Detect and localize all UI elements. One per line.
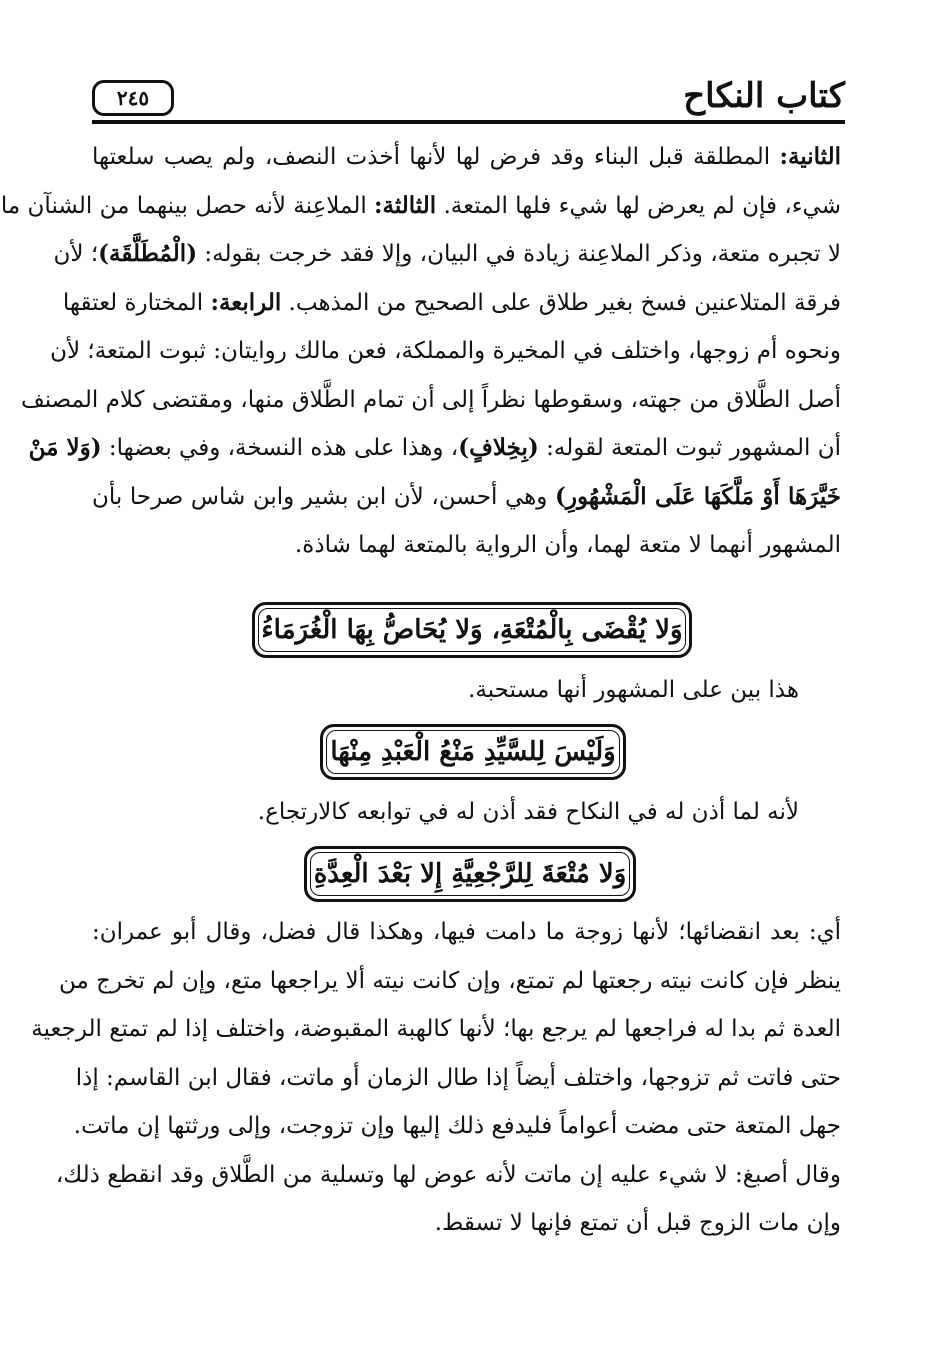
- text-line: [92, 133, 841, 182]
- quoted-matn: (بِخِلافٍ): [458, 434, 539, 461]
- header-rule: [92, 120, 845, 124]
- line-text: ونحوه أم زوجها، واختلف في المخيرة والمملكة، فعن مالك روايتان: ثبوت المتعة؛ لأن: [50, 338, 841, 364]
- text-line: [92, 521, 841, 570]
- quoted-matn: خَيَّرَهَا أَوْ مَلَّكَهَا عَلَى الْمَشْهُورِ): [555, 482, 841, 510]
- text-line: [62, 279, 841, 328]
- text-line: العدة ثم بدا له فراجعها لم يرجع بها؛ لأنها كالهبة المقبوضة، واختلف إذا لم تمتع الرجعية: [31, 1016, 841, 1042]
- line-text: لا تجبره متعة، وذكر الملاعِنة زيادة في البيان، وإلا فقد خرجت بقوله:: [197, 241, 841, 267]
- text-line: [92, 473, 841, 522]
- text-line: [28, 424, 841, 473]
- term-label: الثانية:: [779, 143, 841, 170]
- text-line: ينظر فإن كانت نيته رجعتها لم تمتع، وإن كانت نيته ألا يراجعها متع، وإن لم تخرج من: [58, 967, 841, 994]
- text-line: [0, 182, 841, 231]
- text-line: [53, 230, 841, 279]
- line-text: وهي أحسن، لأن ابن بشير وابن شاس صرحا بأن: [92, 483, 555, 510]
- term-label: الرابعة:: [210, 288, 282, 316]
- matn-box-3: [304, 846, 636, 902]
- line-text: المختارة لعتقها: [62, 289, 211, 316]
- line-text: أصل الطَّلاق من جهته، وسقوطها نظراً إلى أن تمام الطَّلاق منها، ومقتضى كلام المصنف: [20, 386, 841, 413]
- line-text: الملاعِنة لأنه حصل بينهما من الشنآن ما: [0, 192, 375, 219]
- text-line: [20, 376, 841, 425]
- commentary-line-2: لأنه لما أذن له في النكاح فقد أذن له في توابعه كالارتجاع.: [257, 799, 799, 825]
- line-text: ، وهذا على هذه النسخة، وفي بعضها:: [101, 435, 459, 461]
- text-line: [50, 327, 841, 376]
- matn-text: وَلا يُقْضَى بِالْمُتْعَةِ، وَلا يُحَاصُّ بِهَا الْغُرَمَاءُ: [261, 615, 683, 645]
- quoted-matn: (وَلا مَنْ: [28, 434, 102, 461]
- line-text: المطلقة قبل البناء وقد فرض لها لأنها أخذت النصف، ولم يصب سلعتها: [92, 144, 780, 170]
- commentary-line-1: هذا بين على المشهور أنها مستحبة.: [468, 677, 799, 703]
- text-line: أي: بعد انقضائها؛ لأنها زوجة ما دامت فيها، وهكذا قال فضل، وقال أبو عمران:: [92, 919, 841, 945]
- matn-text: وَلا مُتْعَةَ لِلرَّجْعِيَّةِ إِلا بَعْدَ الْعِدَّةِ: [313, 859, 627, 889]
- line-text: المشهور أنهما لا متعة لهما، وأن الرواية بالمتعة لهما شاذة.: [294, 532, 841, 558]
- line-text: فرقة المتلاعنين فسخ بغير طلاق على الصحيح من المذهب.: [281, 289, 841, 316]
- commentary-block-2: [31, 908, 841, 1248]
- text-line: وإن مات الزوج قبل أن تمتع فإنها لا تسقط.: [434, 1210, 841, 1236]
- quoted-matn: (الْمُطَلَّقَة): [98, 240, 198, 267]
- text-line: وقال أصبغ: لا شيء عليه إن ماتت لأنه عوض لها وتسلية من الطَّلاق وقد انقطع ذلك،: [55, 1161, 841, 1188]
- text-line: جهل المتعة حتى مضت أعواماً فليدفع ذلك إليها وإن تزوجت، وإلى ورثتها إن ماتت.: [73, 1113, 841, 1139]
- line-text: شيء، فإن لم يعرض لها شيء فلها المتعة.: [436, 192, 841, 219]
- page-header: [92, 70, 845, 124]
- line-text: ؛ لأن: [53, 241, 99, 267]
- page-number: ٢٤٥: [92, 80, 174, 116]
- matn-box-2: [320, 724, 626, 780]
- text-line: حتى فاتت ثم تزوجها، واختلف أيضاً إذا طال الزمان أو ماتت، فقال ابن القاسم: إذا: [75, 1064, 841, 1091]
- matn-box-1: [252, 602, 692, 658]
- commentary-block-1: [0, 133, 841, 570]
- line-text: أن المشهور ثبوت المتعة لقوله:: [538, 435, 841, 461]
- term-label: الثالثة:: [374, 191, 437, 219]
- matn-text: وَلَيْسَ لِلسَّيِّدِ مَنْعُ الْعَبْدِ مِنْهَا: [330, 737, 616, 767]
- book-title: كتاب النكاح: [683, 76, 845, 116]
